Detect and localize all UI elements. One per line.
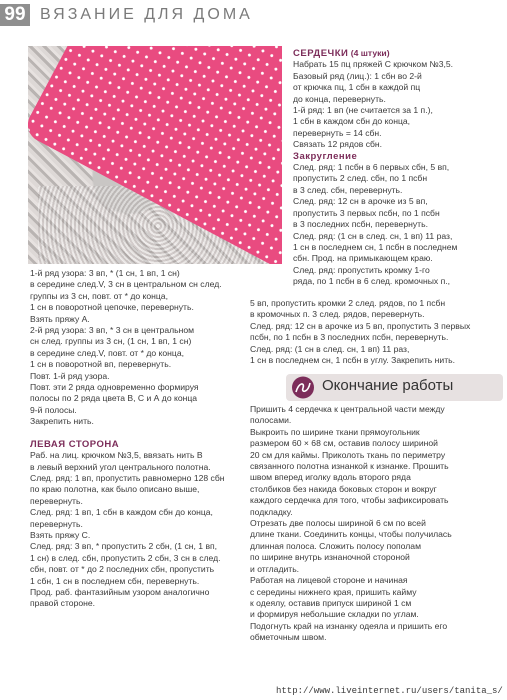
text-line: След. ряд: 12 сн в арочке из 5 вп, xyxy=(293,196,428,207)
text-line: 1 сн в поворотной вп, перевернуть. xyxy=(30,359,172,370)
hearts-count: (4 штуки) xyxy=(350,48,390,58)
text-line: 1 сн) в след. сбн, пропустить 2 сбн, 3 сн в след. xyxy=(30,552,221,563)
text-line: Связать 12 рядов сбн. xyxy=(293,139,383,150)
text-line: полосы по 2 ряда цвета В, С и А до конца xyxy=(30,393,198,404)
text-line: 1 сбн, 1 сн в последнем сбн, перевернуть. xyxy=(30,575,200,586)
text-line: След. ряд: (1 сн в след. сн, 1 вп) 11 раз, xyxy=(250,343,410,354)
text-line: псбн, по 1 псбн в 3 последних псбн, перевернуть. xyxy=(250,332,449,343)
text-line: по краю полотна, как было описано выше, xyxy=(30,484,200,495)
text-line: обметочным швом. xyxy=(250,632,327,643)
text-line: Набрать 15 пц пряжей С крючком №3,5. xyxy=(293,59,454,70)
text-line: Взять пряжу А. xyxy=(30,313,90,324)
text-line: След. ряд: пропустить кромку 1-го xyxy=(293,264,430,275)
text-line: сбн, повт. от * до 2 последних сбн, пропустить xyxy=(30,564,215,575)
text-line: 1 сн в поворотной цепочке, перевернуть. xyxy=(30,302,194,313)
text-line: перевернуть. xyxy=(30,518,83,529)
hearts-section xyxy=(293,48,505,288)
text-line: 1 сн в последнем сн, 1 псбн в углу. Закрепить нить. xyxy=(250,355,456,366)
text-line: в кромочных п. 3 след. рядов, перевернуть. xyxy=(250,309,425,320)
text-line: перевернуть. xyxy=(30,495,83,506)
text-line: Подогнуть край на изнанку одеяла и пришить его xyxy=(250,620,448,631)
text-line: Раб. на лиц. крючком №3,5, ввязать нить В xyxy=(30,450,203,461)
text-line: 9-й полосы. xyxy=(30,404,77,415)
source-url: http://www.liveinternet.ru/users/tanita_s/ xyxy=(276,686,503,696)
text-line: и отгладить. xyxy=(250,563,300,574)
text-line: 1 сбн в каждом сбн до конца, xyxy=(293,116,411,127)
pattern-section xyxy=(30,268,248,610)
text-line: правой стороне. xyxy=(30,598,96,609)
text-line: ряда, по 1 псбн в 6 след. кромочных п., xyxy=(293,276,451,287)
hearts-continuation xyxy=(250,298,506,366)
page-header: ВЯЗАНИЕ ДЛЯ ДОМА xyxy=(40,6,253,23)
text-line: След. ряд: 1 вп, 1 сбн в каждом сбн до конца, xyxy=(30,507,213,518)
text-line: Выкроить по ширине ткани прямоугольник xyxy=(250,426,420,437)
text-line: и формируя небольшие складки по углам. xyxy=(250,609,419,620)
text-line: размером 60 × 68 см, оставив полосу шириной xyxy=(250,438,438,449)
text-line: от крючка пц, 1 сбн в каждой пц xyxy=(293,82,421,93)
text-line: Базовый ряд (лиц.): 1 сбн во 2-й xyxy=(293,70,422,81)
text-line: След. ряд: (1 сн в след. сн, 1 вп) 11 раз, xyxy=(293,230,453,241)
text-line: 20 см для каймы. Приколоть ткань по периметру xyxy=(250,449,446,460)
text-line: в 3 след. сбн, перевернуть. xyxy=(293,184,403,195)
text-line: След. ряд: 12 сн в арочке из 5 вп, пропустить 3 первых xyxy=(250,320,471,331)
text-line: 5 вп, пропустить кромки 2 след. рядов, по 1 псбн xyxy=(250,298,446,308)
text-line: Повт. эти 2 ряда одновременно формируя xyxy=(30,382,199,393)
text-line: в 3 последних псбн, перевернуть. xyxy=(293,219,428,230)
finishing-section xyxy=(250,404,506,644)
text-line: След. ряд: 1 вп, пропустить равномерно 128 сбн xyxy=(30,472,225,483)
text-line: пропустить 3 первых псбн, по 1 псбн xyxy=(293,207,440,218)
finishing-title: Окончание работы xyxy=(322,377,454,394)
text-line: След. ряд: 1 псбн в 6 первых сбн, 5 вп, xyxy=(293,162,450,173)
finishing-banner xyxy=(286,374,503,401)
text-line: перевернуть = 14 сбн. xyxy=(293,127,382,138)
text-line: столбиков без накида боковых сторон и вокруг xyxy=(250,483,437,494)
needle-thread-icon xyxy=(290,374,316,401)
text-line: сбн. Прод. на примыкающем краю. xyxy=(293,253,433,264)
text-line: Пришить 4 сердечка к центральной части между xyxy=(250,404,445,414)
rounding-title: Закругление xyxy=(293,150,358,162)
text-line: в середине след.V, повт. от * до конца, xyxy=(30,347,185,358)
text-line: Повт. 1-й ряд узора. xyxy=(30,370,110,381)
text-line: каждого сердечка для того, чтобы зафиксировать xyxy=(250,495,449,506)
text-line: в левый верхний угол центрального полотна. xyxy=(30,461,211,472)
text-line: Прод. раб. фантазийным узором аналогично xyxy=(30,586,210,597)
text-line: полосами. xyxy=(250,415,292,426)
text-line: 2-й ряд узора: 3 вп, * 3 сн в центральном xyxy=(30,325,195,336)
text-line: 1-й ряд: 1 вп (не считается за 1 п.), xyxy=(293,105,433,116)
text-line: подкладку. xyxy=(250,506,293,517)
text-line: Взять пряжу С. xyxy=(30,529,91,540)
hearts-title: СЕРДЕЧКИ xyxy=(293,48,349,59)
text-line: 1-й ряд узора: 3 вп, * (1 сн, 1 вп, 1 сн) xyxy=(30,268,180,278)
text-line: Работая на лицевой стороне и начиная xyxy=(250,575,408,586)
text-line: группы из 3 сн, повт. от * до конца, xyxy=(30,290,168,301)
text-line: длине ткани. Соединить концы, чтобы получилась xyxy=(250,529,452,540)
text-line: связанного полотна изнанкой к изнанке. Прошить xyxy=(250,461,449,472)
text-line: Отрезать две полосы шириной 6 см по всей xyxy=(250,518,426,529)
text-line: пропустить 2 след. сбн, по 1 псбн xyxy=(293,173,428,184)
text-line: 1 сн в последнем сн, 1 псбн в последнем xyxy=(293,241,458,252)
text-line: в середине след.V, 3 сн в центральном сн след. xyxy=(30,279,222,290)
text-line: длинная полоса. Сложить полосу пополам xyxy=(250,540,421,551)
left-side-title: ЛЕВАЯ СТОРОНА xyxy=(30,438,120,450)
text-line: с середины нижнего края, пришить кайму xyxy=(250,586,417,597)
blanket-photo xyxy=(28,46,282,264)
page-number: 99 xyxy=(0,4,30,26)
text-line: сн след. группы из 3 сн, (1 сн, 1 вп, 1 сн) xyxy=(30,336,192,347)
text-line: до конца, перевернуть. xyxy=(293,93,386,104)
text-line: к одеялу, оставив припуск шириной 1 см xyxy=(250,597,412,608)
text-line: След. ряд: 3 вп, * пропустить 2 сбн, (1 сн, 1 вп, xyxy=(30,541,218,552)
text-line: Закрепить нить. xyxy=(30,416,94,427)
text-line: швом вперед иголку вдоль второго ряда xyxy=(250,472,411,483)
text-line: по ширине внутрь изнаночной стороной xyxy=(250,552,410,563)
